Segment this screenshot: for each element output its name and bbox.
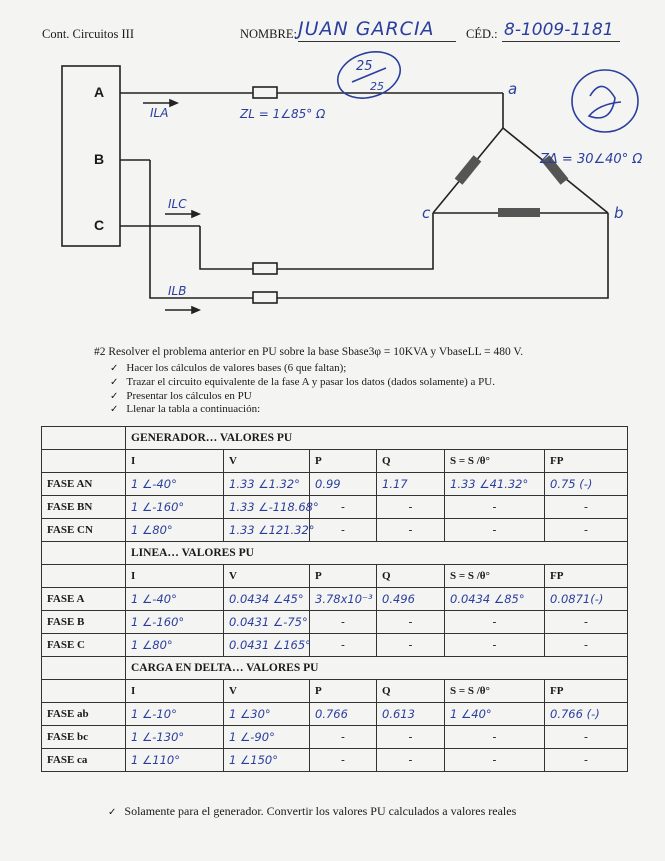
- value-cell: -: [445, 496, 545, 519]
- grade-total: 25: [370, 80, 384, 93]
- value-cell: 1.33 ∠-118.68°: [224, 496, 310, 519]
- value-cell: 1 ∠80°: [126, 634, 224, 657]
- step-item: ✓ Hacer los cálculos de valores bases (6 que faltan);: [110, 362, 495, 376]
- column-header: V: [224, 565, 310, 588]
- delta-impedance-ca: [455, 155, 482, 185]
- value-cell: -: [377, 749, 445, 772]
- table-row: [42, 703, 628, 726]
- line-impedance-label: ZL = 1∠85° Ω: [240, 107, 326, 121]
- current-ilb: ILB: [168, 284, 187, 298]
- line-impedance-a: [253, 87, 277, 98]
- value-cell: 1.17: [377, 473, 445, 496]
- node-a: a: [508, 80, 518, 98]
- problem-statement: #2 Resolver el problema anterior en PU sobre la base Sbase3φ = 10KVA y VbaseLL = 480 V.: [94, 346, 524, 358]
- table-row: [42, 588, 628, 611]
- course-title: Cont. Circuitos III: [42, 27, 135, 41]
- column-header: S = S /θ°: [445, 680, 545, 703]
- arrow-ilb: [192, 307, 199, 313]
- value-cell: -: [310, 749, 377, 772]
- grade-mark: [589, 86, 621, 117]
- value-cell: -: [545, 726, 628, 749]
- value-cell: -: [377, 519, 445, 542]
- value-cell: -: [545, 519, 628, 542]
- value-cell: -: [445, 749, 545, 772]
- pu-values-table: [41, 426, 628, 772]
- value-cell: 0.0431 ∠165°: [224, 634, 310, 657]
- delta-impedance-label: ZΔ = 30∠40° Ω: [540, 152, 643, 167]
- value-cell: -: [310, 519, 377, 542]
- column-header: FP: [545, 450, 628, 473]
- value-cell: 1.33 ∠1.32°: [224, 473, 310, 496]
- value-cell: 0.0434 ∠85°: [445, 588, 545, 611]
- terminal-c: C: [94, 217, 105, 233]
- ced-label: CÉD.:: [466, 27, 498, 41]
- row-label: FASE C: [42, 634, 126, 657]
- check-icon: ✓: [108, 807, 117, 818]
- column-header: P: [310, 680, 377, 703]
- row-label: FASE BN: [42, 496, 126, 519]
- line-impedance-b: [253, 292, 277, 303]
- value-cell: 0.496: [377, 588, 445, 611]
- value-cell: 1 ∠110°: [126, 749, 224, 772]
- value-cell: -: [445, 634, 545, 657]
- row-label: FASE ab: [42, 703, 126, 726]
- value-cell: -: [310, 611, 377, 634]
- current-ilc: ILC: [168, 197, 187, 211]
- current-ila: ILA: [150, 106, 169, 120]
- value-cell: 1 ∠-10°: [126, 703, 224, 726]
- value-cell: -: [310, 496, 377, 519]
- value-cell: -: [310, 726, 377, 749]
- column-header: FP: [545, 565, 628, 588]
- table-row: [42, 726, 628, 749]
- value-cell: -: [377, 634, 445, 657]
- student-name: JUAN GARCIA: [298, 18, 435, 40]
- column-header: S = S /θ°: [445, 450, 545, 473]
- problem-steps: [110, 362, 495, 417]
- line-impedance-c: [253, 263, 277, 274]
- value-cell: 0.0434 ∠45°: [224, 588, 310, 611]
- value-cell: -: [377, 496, 445, 519]
- column-header: S = S /θ°: [445, 565, 545, 588]
- arrow-ila: [170, 100, 177, 106]
- value-cell: 0.75 (-): [545, 473, 628, 496]
- value-cell: 1.33 ∠121.32°: [224, 519, 310, 542]
- table-row: [42, 611, 628, 634]
- value-cell: 1 ∠-40°: [126, 473, 224, 496]
- column-header: Q: [377, 680, 445, 703]
- value-cell: 1 ∠-160°: [126, 611, 224, 634]
- table-row: [42, 473, 628, 496]
- footer-text: Solamente para el generador. Convertir los valores PU calculados a valores reales: [124, 804, 517, 818]
- value-cell: -: [545, 749, 628, 772]
- column-header: I: [126, 450, 224, 473]
- value-cell: 1 ∠40°: [445, 703, 545, 726]
- value-cell: 1 ∠-130°: [126, 726, 224, 749]
- table-row: [42, 496, 628, 519]
- column-header: P: [310, 565, 377, 588]
- value-cell: 1.33 ∠41.32°: [445, 473, 545, 496]
- value-cell: -: [545, 496, 628, 519]
- section-title: LINEA… VALORES PU: [126, 542, 628, 565]
- row-label: FASE bc: [42, 726, 126, 749]
- step-item: ✓ Trazar el circuito equivalente de la fase A y pasar los datos (dados solamente) a PU.: [110, 376, 495, 390]
- big-grade-circle: [572, 70, 638, 132]
- section-title: CARGA EN DELTA… VALORES PU: [126, 657, 628, 680]
- value-cell: -: [445, 519, 545, 542]
- table-row: [42, 519, 628, 542]
- terminal-b: B: [94, 151, 105, 167]
- row-label: FASE AN: [42, 473, 126, 496]
- header-spacer: [42, 680, 126, 703]
- header-spacer: [42, 450, 126, 473]
- row-label: FASE ca: [42, 749, 126, 772]
- circuit-diagram: [0, 0, 665, 340]
- value-cell: -: [377, 726, 445, 749]
- table-row: [42, 634, 628, 657]
- column-header: V: [224, 450, 310, 473]
- value-cell: 3.78x10⁻³: [310, 588, 377, 611]
- value-cell: 0.0871(-): [545, 588, 628, 611]
- value-cell: 1 ∠-160°: [126, 496, 224, 519]
- value-cell: -: [545, 634, 628, 657]
- value-cell: 1 ∠150°: [224, 749, 310, 772]
- node-c: c: [422, 204, 431, 222]
- row-label: FASE CN: [42, 519, 126, 542]
- value-cell: 1 ∠80°: [126, 519, 224, 542]
- delta-impedance-bc: [498, 208, 540, 217]
- column-header: P: [310, 450, 377, 473]
- value-cell: -: [377, 611, 445, 634]
- column-header: I: [126, 680, 224, 703]
- row-label: FASE B: [42, 611, 126, 634]
- grade-score: 25: [356, 59, 373, 74]
- terminal-a: A: [94, 84, 105, 100]
- value-cell: 0.0431 ∠-75°: [224, 611, 310, 634]
- value-cell: 1 ∠-90°: [224, 726, 310, 749]
- value-cell: -: [445, 611, 545, 634]
- ced-value: 8-1009-1181: [504, 20, 614, 40]
- arrow-ilc: [192, 211, 199, 217]
- section-spacer: [42, 427, 126, 450]
- value-cell: 0.613: [377, 703, 445, 726]
- column-header: FP: [545, 680, 628, 703]
- step-item: ✓ Presentar los cálculos en PU: [110, 390, 495, 404]
- node-b: b: [614, 204, 624, 222]
- section-spacer: [42, 542, 126, 565]
- column-header: Q: [377, 565, 445, 588]
- value-cell: -: [310, 634, 377, 657]
- header-spacer: [42, 565, 126, 588]
- value-cell: 0.99: [310, 473, 377, 496]
- value-cell: 1 ∠30°: [224, 703, 310, 726]
- value-cell: -: [445, 726, 545, 749]
- value-cell: 0.766 (-): [545, 703, 628, 726]
- source-box: [62, 66, 120, 246]
- name-label: NOMBRE:: [240, 27, 297, 41]
- row-label: FASE A: [42, 588, 126, 611]
- value-cell: -: [545, 611, 628, 634]
- section-spacer: [42, 657, 126, 680]
- footer-instruction: [108, 804, 516, 819]
- column-header: Q: [377, 450, 445, 473]
- column-header: I: [126, 565, 224, 588]
- step-item: ✓ Llenar la tabla a continuación:: [110, 403, 495, 417]
- value-cell: 0.766: [310, 703, 377, 726]
- section-title: GENERADOR… VALORES PU: [126, 427, 628, 450]
- value-cell: 1 ∠-40°: [126, 588, 224, 611]
- table-row: [42, 749, 628, 772]
- column-header: V: [224, 680, 310, 703]
